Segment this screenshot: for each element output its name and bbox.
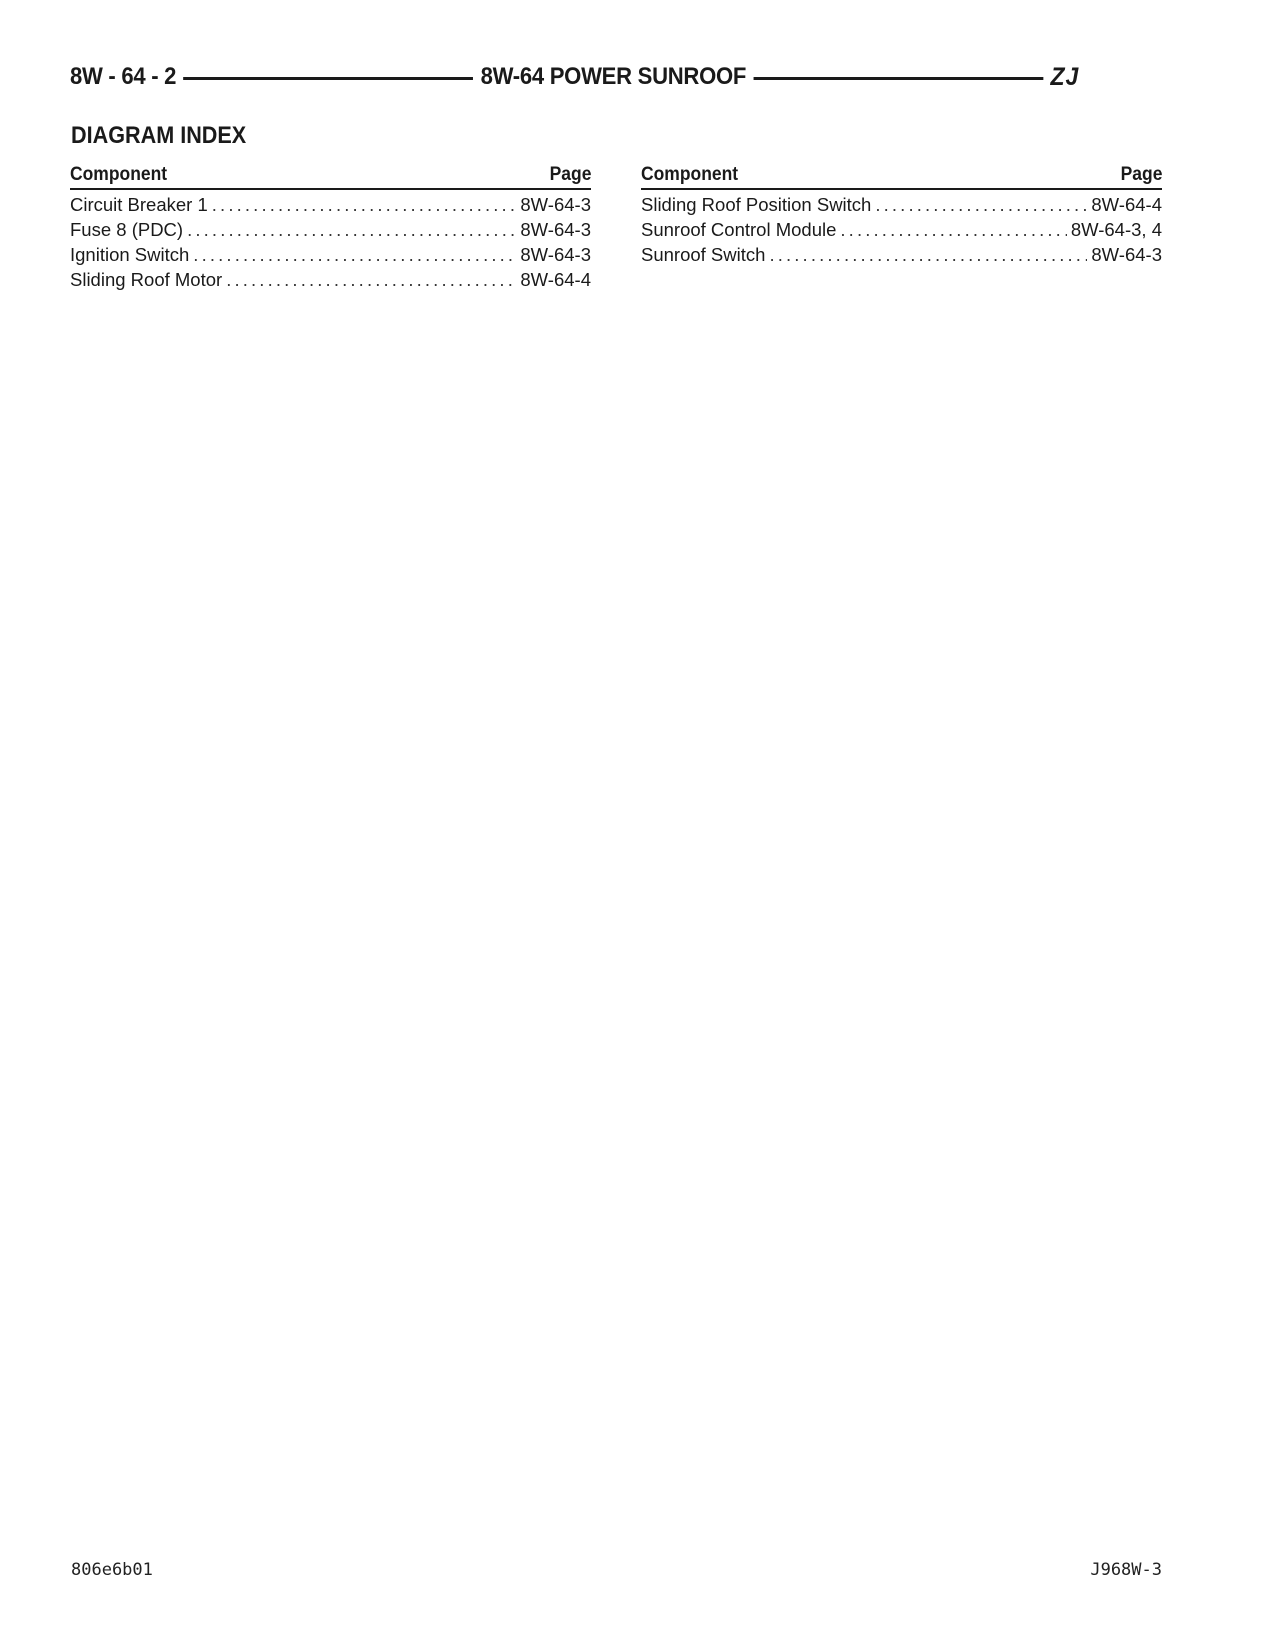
index-rows bbox=[70, 194, 591, 294]
index-row bbox=[641, 194, 1162, 219]
page-ref: 8W-64-3 bbox=[520, 194, 591, 215]
index-column-right bbox=[641, 158, 1162, 269]
dot-leader bbox=[212, 194, 517, 216]
page-ref: 8W-64-3 bbox=[520, 219, 591, 240]
index-row bbox=[70, 194, 591, 219]
dot-leader bbox=[769, 244, 1087, 266]
column-header bbox=[641, 158, 1162, 190]
footer-code-left: 806e6b01 bbox=[71, 1560, 153, 1580]
model-code: ZJ bbox=[1050, 62, 1080, 91]
page-ref: 8W-64-3, 4 bbox=[1070, 219, 1162, 240]
page-number: 8W - 64 - 2 bbox=[70, 63, 177, 90]
page-ref: 8W-64-3 bbox=[1091, 244, 1162, 265]
component-name: Sliding Roof Motor bbox=[70, 269, 223, 290]
footer-code-right: J968W-3 bbox=[1090, 1560, 1162, 1580]
index-row bbox=[641, 219, 1162, 244]
component-header: Component bbox=[70, 164, 168, 185]
dot-leader bbox=[840, 219, 1066, 241]
index-row bbox=[70, 244, 591, 269]
header-rule-right bbox=[753, 77, 1043, 80]
header-rule-left bbox=[184, 77, 474, 80]
component-name: Circuit Breaker 1 bbox=[70, 194, 208, 215]
page-header-label: Page bbox=[1120, 164, 1162, 185]
index-column-left bbox=[70, 158, 591, 294]
page-ref: 8W-64-4 bbox=[520, 269, 591, 290]
component-name: Sunroof Control Module bbox=[641, 219, 837, 240]
page-header bbox=[70, 60, 1079, 94]
index-row bbox=[641, 244, 1162, 269]
diagram-index-title: DIAGRAM INDEX bbox=[71, 122, 247, 149]
component-name: Ignition Switch bbox=[70, 244, 190, 265]
section-title: 8W-64 POWER SUNROOF bbox=[480, 63, 747, 90]
index-row bbox=[70, 269, 591, 294]
component-name: Sunroof Switch bbox=[641, 244, 766, 265]
index-rows bbox=[641, 194, 1162, 269]
index-row bbox=[70, 219, 591, 244]
page-ref: 8W-64-4 bbox=[1091, 194, 1162, 215]
dot-leader bbox=[875, 194, 1087, 216]
component-name: Fuse 8 (PDC) bbox=[70, 219, 184, 240]
component-name: Sliding Roof Position Switch bbox=[641, 194, 872, 215]
dot-leader bbox=[187, 219, 516, 241]
dot-leader bbox=[226, 269, 516, 291]
page-header-label: Page bbox=[549, 164, 591, 185]
column-header bbox=[70, 158, 591, 190]
dot-leader bbox=[193, 244, 516, 266]
page-ref: 8W-64-3 bbox=[520, 244, 591, 265]
component-header: Component bbox=[641, 164, 739, 185]
